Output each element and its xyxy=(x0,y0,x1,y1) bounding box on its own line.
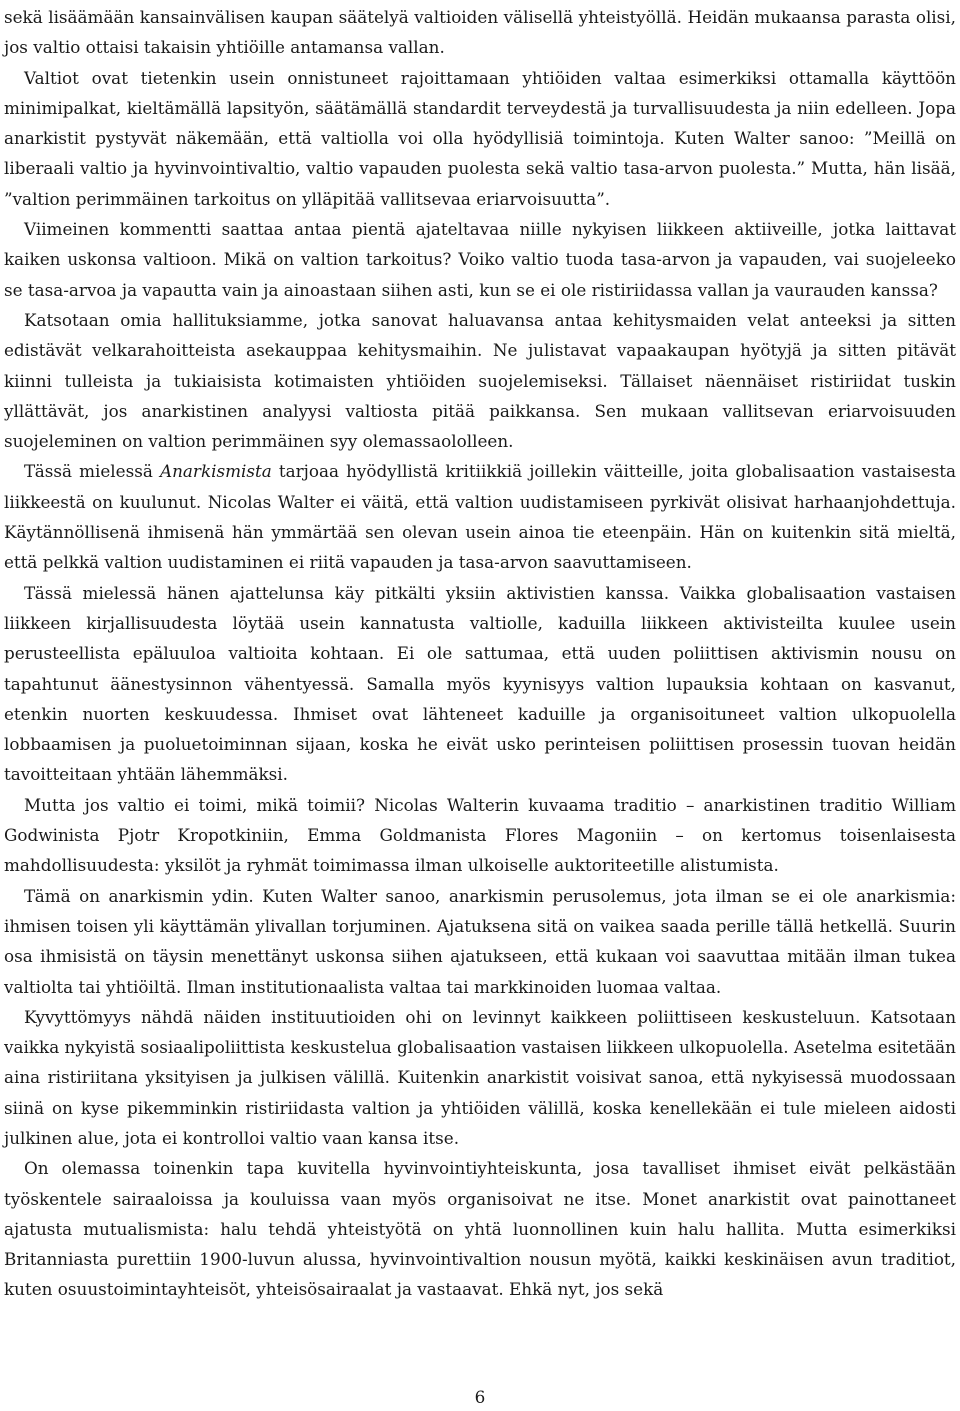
page-number: 6 xyxy=(474,1387,486,1407)
paragraph-text: On olemassa toinenkin tapa kuvitella hyvinvointiyhteiskunta, josa tavalliset ihmiset eivät pelkästään työskentele sairaaloissa ja kouluissa vaan myös organisoivat ne itse. Monet anarkistit ovat painottaneet ajatusta mutualismista: halu tehdä yhteistyötä on yhtä luonnollinen kuin halu hallita. Mutta esimerkiksi Britanniasta purettiin 1900-luvun alussa, hyvinvointivaltion nousun myötä, kaikki keskinäisen avun traditiot, kuten osuustoimintayhteisöt, yhteisösairaalat ja vastaavat. Ehkä nyt, jos sekä xyxy=(4,1158,956,1300)
paragraph-1 xyxy=(4,2,956,63)
paragraph-6 xyxy=(4,578,956,790)
paragraph-4 xyxy=(4,305,956,456)
paragraph-text: Mutta jos valtio ei toimi, mikä toimii? Nicolas Walterin kuvaama traditio – anarkistinen traditio William Godwinista Pjotr Kropotkiniin, Emma Goldmanista Flores Magoniin – on kertomus toisenlaisesta mahdollisuudesta: yksilöt ja ryhmät toimimassa ilman ulkoiselle auktoriteetille alistumista. xyxy=(4,794,956,876)
paragraph-text: Kyvyttömyys nähdä näiden instituutioiden ohi on levinnyt kaikkeen poliittiseen keskusteluun. Katsotaan vaikka nykyistä sosiaalipoliittista keskustelua globalisaation vastaisen liikkeen ulkopuolella. Asetelma esitetään aina ristiriitana yksityisen ja julkisen välillä. Kuitenkin anarkistit voisivat sanoa, että nykyisessä muodossaan siinä on kyse pikemminkin ristiriidasta valtion ja yhtiöiden välillä, koska kenellekään ei tule mieleen aidosti julkinen alue, jota ei kontrolloi valtio vaan kansa itse. xyxy=(4,1006,956,1148)
paragraph-text: Tässä mielessä hänen ajattelunsa käy pitkälti yksiin aktivistien kanssa. Vaikka globalisaation vastaisen liikkeen kirjallisuudesta löytää usein kannatusta valtiolle, kaduilla liikkeen aktivisteilta kuulee usein perusteellista epäluuloa valtioita kohtaan. Ei ole sattumaa, että uuden poliittisen aktivismin nousu on tapahtunut äänestysinnon vähentyessä. Samalla myös kyynisyys valtion lupauksia kohtaan on kasvanut, etenkin nuorten keskuudessa. Ihmiset ovat lähteneet kaduille ja organisoituneet valtion ulkopuolella lobbaamisen ja puoluetoiminnan sijaan, koska he eivät usko perinteisen poliittisen prosessin tuovan heidän tavoitteitaan yhtään lähemmäksi. xyxy=(4,582,956,785)
paragraph-text: Katsotaan omia hallituksiamme, jotka sanovat haluavansa antaa kehitysmaiden velat anteeksi ja sitten edistävät velkarahoitteista asekauppaa kehitysmaihin. Ne julistavat vapaakaupan hyötyjä ja sitten pitävät kiinni tulleista ja tukiaisista kotimaisten yhtiöiden suojelemiseksi. Tällaiset näennäiset ristiriidat tuskin yllättävät, jos anarkistinen analyysi valtiosta pitää paikkansa. Sen mukaan vallitsevan eriarvoisuuden suojeleminen on valtion perimmäinen syy olemassaololleen. xyxy=(4,309,956,452)
paragraph-5 xyxy=(4,456,956,577)
paragraph-text: Tämä on anarkismin ydin. Kuten Walter sanoo, anarkismin perusolemus, jota ilman se ei ole anarkismia: ihmisen toisen yli käyttämän ylivallan torjuminen. Ajatuksena sitä on vaikea saada perille tällä hetkellä. Suurin osa ihmisistä on täysin menettänyt uskonsa siihen ajatukseen, että kukaan voi saavuttaa mitään ilman tukea valtiolta tai yhtiöiltä. Ilman institutionaalista valtaa tai markkinoiden luomaa valtaa. xyxy=(4,885,956,997)
paragraph-text: Valtiot ovat tietenkin usein onnistuneet rajoittamaan yhtiöiden valtaa esimerkiksi ottamalla käyttöön minimipalkat, kieltämällä lapsityön, säätämällä standardit terveydestä ja turvallisuudesta ja niin edelleen. Jopa anarkistit pystyvät näkemään, että valtiolla voi olla hyödyllisiä toimintoja. Kuten Walter sanoo: ”Meillä on liberaali valtio ja hyvinvointivaltio, valtio vapauden puolesta sekä valtio tasa-arvon puolesta.” Mutta, hän lisää, ”valtion perimmäinen tarkoitus on ylläpitää vallitsevaa eriarvoisuutta”. xyxy=(4,67,956,209)
paragraph-text: sekä lisäämään kansainvälisen kaupan säätelyä valtioiden välisellä yhteistyöllä. Heidän mukaansa parasta olisi, jos valtio ottaisi takaisin yhtiöille antamansa vallan. xyxy=(4,7,956,58)
paragraph-10 xyxy=(4,1153,956,1304)
paragraph-7 xyxy=(4,790,956,881)
paragraph-2 xyxy=(4,63,956,214)
paragraph-3 xyxy=(4,214,956,305)
book-title-emphasis: Anarkismista xyxy=(159,461,272,482)
paragraph-text-before: Tässä mielessä xyxy=(24,461,160,482)
paragraph-text-after: tarjoaa hyödyllistä kritiikkiä joillekin väitteille, joita globalisaation vastaisesta liikkeestä on kuulunut. Nicolas Walter ei väitä, että valtion uudistamiseen pyrkivät olisivat harhaanjohdettuja. Käytännöllisenä ihmisenä hän ymmärtää sen olevan usein ainoa tie eteenpäin. Hän on kuitenkin sitä mieltä, että pelkkä valtion uudistaminen ei riitä vapauden ja tasa-arvon saavuttamiseen. xyxy=(4,461,956,573)
paragraph-9 xyxy=(4,1002,956,1153)
paragraph-text: Viimeinen kommentti saattaa antaa pientä ajateltavaa niille nykyisen liikkeen aktiiveille, jotka laittavat kaiken uskonsa valtioon. Mikä on valtion tarkoitus? Voiko valtio tuoda tasa-arvon ja vapauden, vai suojeleeko se tasa-arvoa ja vapautta vain ja ainoastaan siihen asti, kun se ei ole ristiriidassa vallan ja vaurauden kanssa? xyxy=(4,219,956,300)
paragraph-8 xyxy=(4,881,956,1002)
